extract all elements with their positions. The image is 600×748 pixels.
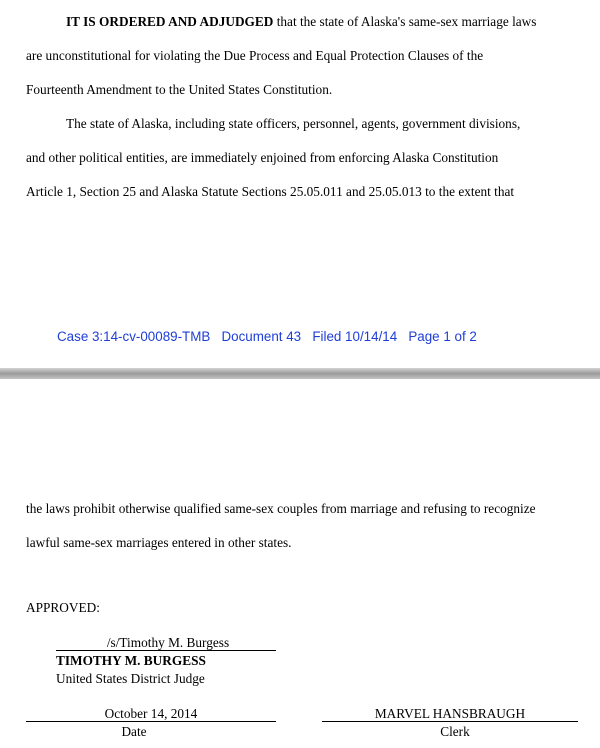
paragraph-enjoined-line-3: Article 1, Section 25 and Alaska Statute Sections 25.05.011 and 25.05.013 to the extent that: [26, 184, 515, 199]
judge-signature-line: [56, 650, 276, 651]
filed-date: Filed 10/14/14: [312, 329, 398, 344]
page-divider: [0, 368, 600, 379]
paragraph-enjoined-line-1: The state of Alaska, including state officers, personnel, agents, government divisions,: [66, 116, 521, 131]
paragraph-ordered-line-3: Fourteenth Amendment to the United States Constitution.: [26, 82, 333, 97]
date-label: Date: [121, 724, 147, 739]
page-indicator: Page 1 of 2: [408, 329, 477, 344]
date-value: October 14, 2014: [104, 706, 198, 721]
paragraph-enjoined-line-2: and other political entities, are immediately enjoined from enforcing Alaska Constitution: [26, 150, 499, 165]
paragraph-ordered-line-2: are unconstitutional for violating the Due Process and Equal Protection Clauses of the: [26, 48, 484, 63]
paragraph-ordered-line-1: [26, 14, 574, 30]
clerk-name: MARVEL HANSBRAUGH: [374, 706, 526, 721]
ordered-adjudged-bold: IT IS ORDERED AND ADJUDGED: [66, 14, 274, 29]
judge-signature: /s/Timothy M. Burgess: [106, 635, 230, 650]
document-number: Document 43: [221, 329, 302, 344]
case-footer: [57, 329, 477, 344]
clerk-label: Clerk: [440, 724, 470, 739]
judge-name: TIMOTHY M. BURGESS: [56, 653, 206, 668]
case-number: Case 3:14-cv-00089-TMB: [57, 329, 211, 344]
judge-title: United States District Judge: [56, 671, 205, 686]
clerk-line: [322, 721, 578, 722]
ordered-rest-text: that the state of Alaska's same-sex marriage laws: [273, 14, 537, 29]
date-line: [26, 721, 276, 722]
paragraph-continued-line-1: the laws prohibit otherwise qualified same-sex couples from marriage and refusing to recognize: [26, 501, 536, 516]
paragraph-continued-line-2: lawful same-sex marriages entered in other states.: [26, 535, 292, 550]
approved-label: APPROVED:: [26, 600, 100, 615]
